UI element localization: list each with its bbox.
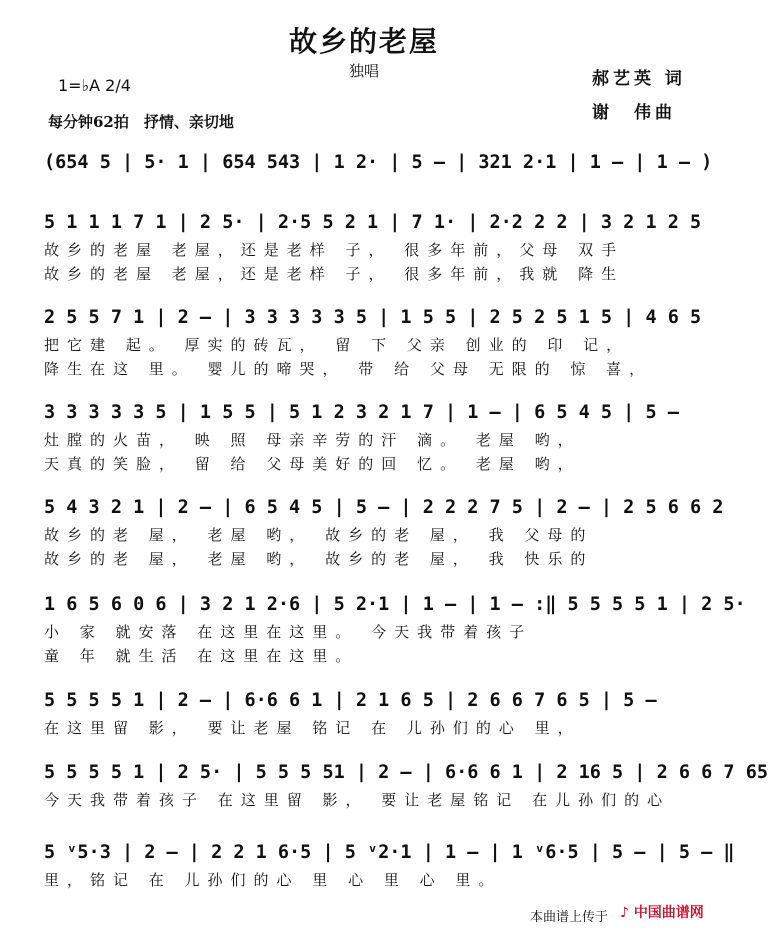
notation-line: 5 5 5 5 1 | 2 – | 6·6 6 1 | 2 1 6 5 | 2 6 6 7 6 5 | 5 – <box>44 690 657 711</box>
lyric-verse-2: 天真的笑脸， 留 给 父母美好的回 忆。 老屋 哟， <box>44 455 581 473</box>
composer-credit: 谢 伟曲 <box>592 103 676 123</box>
lyric-verse-2: 故乡的老 屋， 老屋 哟， 故乡的老 屋， 我 快乐的 <box>44 550 594 568</box>
lyric-verse-2: 童 年 就生活 在这里在这里。 <box>44 647 359 665</box>
lyric-verse-1: 今天我带着孩子 在这里留 影， 要让老屋铭记 在儿孙们的心 <box>44 791 671 809</box>
notation-line: 3 3 3 3 3 5 | 1 5 5 | 5 1 2 3 2 1 7 | 1 – | 6 5 4 5 | 5 – <box>44 402 679 423</box>
lyric-verse-2: 故乡的老屋 老屋，还是老样 子， 很多年前，我就 降生 <box>44 265 625 283</box>
site-logo <box>620 902 704 922</box>
site-logo-text: 中国曲谱网 <box>633 905 704 921</box>
notation-line: 2 5 5 7 1 | 2 – | 3 3 3 3 3 5 | 1 5 5 | 2 5 2 5 1 5 | 4 6 5 <box>44 307 702 328</box>
tempo-marking: 每分钟62拍 抒情、亲切地 <box>48 113 234 131</box>
logo-icon: ♪ <box>620 905 629 921</box>
lyric-verse-1: 故乡的老屋 老屋，还是老样 子， 很多年前，父母 双手 <box>44 241 625 259</box>
key-signature: 1=♭A 2/4 <box>58 76 131 95</box>
lyric-verse-1: 在这里留 影， 要让老屋 铭记 在 儿孙们的心 里， <box>44 719 581 737</box>
notation-line: 5 4 3 2 1 | 2 – | 6 5 4 5 | 5 – | 2 2 2 7 5 | 2 – | 2 5 6 6 2 <box>44 497 724 518</box>
lyric-verse-1: 故乡的老 屋， 老屋 哟， 故乡的老 屋， 我 父母的 <box>44 526 594 544</box>
performance-type: 独唱 <box>348 62 379 80</box>
notation-line: 1 6 5 6 0 6 | 3 2 1 2·6 | 5 2·1 | 1 – | 1 – :‖ 5 5 5 5 1 | 2 5· <box>44 594 746 615</box>
lyric-verse-1: 灶膛的火苗， 映 照 母亲辛劳的汗 滴。 老屋 哟， <box>44 431 581 449</box>
notation-line: 5 5 5 5 1 | 2 5· | 5 5 5 51 | 2 – | 6·6 6 1 | 2 16 5 | 2 6 6 7 65 <box>44 762 768 783</box>
lyric-verse-2: 降生在这 里。 婴儿的啼哭， 带 给 父母 无限的 惊 喜， <box>44 360 653 378</box>
lyricist-credit: 郝艺英 词 <box>592 69 686 89</box>
page-title: 故乡的老屋 <box>288 25 439 58</box>
notation-line: 5 1 1 1 7 1 | 2 5· | 2·5 5 2 1 | 7 1· | 2·2 2 2 | 3 2 1 2 5 <box>44 212 702 233</box>
notation-line: (654 5 | 5· 1 | 654 543 | 1 2· | 5 – | 321 2·1 | 1 – | 1 – ) <box>44 152 713 173</box>
upload-note: 本曲谱上传于 <box>530 910 609 925</box>
notation-line: 5 ᵛ5·3 | 2 – | 2 2 1 6·5 | 5 ᵛ2·1 | 1 – | 1 ᵛ6·5 | 5 – | 5 – ‖ <box>44 842 735 863</box>
lyric-verse-1: 里，铭记 在 儿孙们的心 里 心 里 心 里。 <box>44 871 502 889</box>
lyric-verse-1: 小 家 就安落 在这里在这里。 今天我带着孩子 <box>44 623 533 641</box>
lyric-verse-1: 把它建 起。 厚实的砖瓦， 留 下 父亲 创业的 印 记， <box>44 336 630 354</box>
